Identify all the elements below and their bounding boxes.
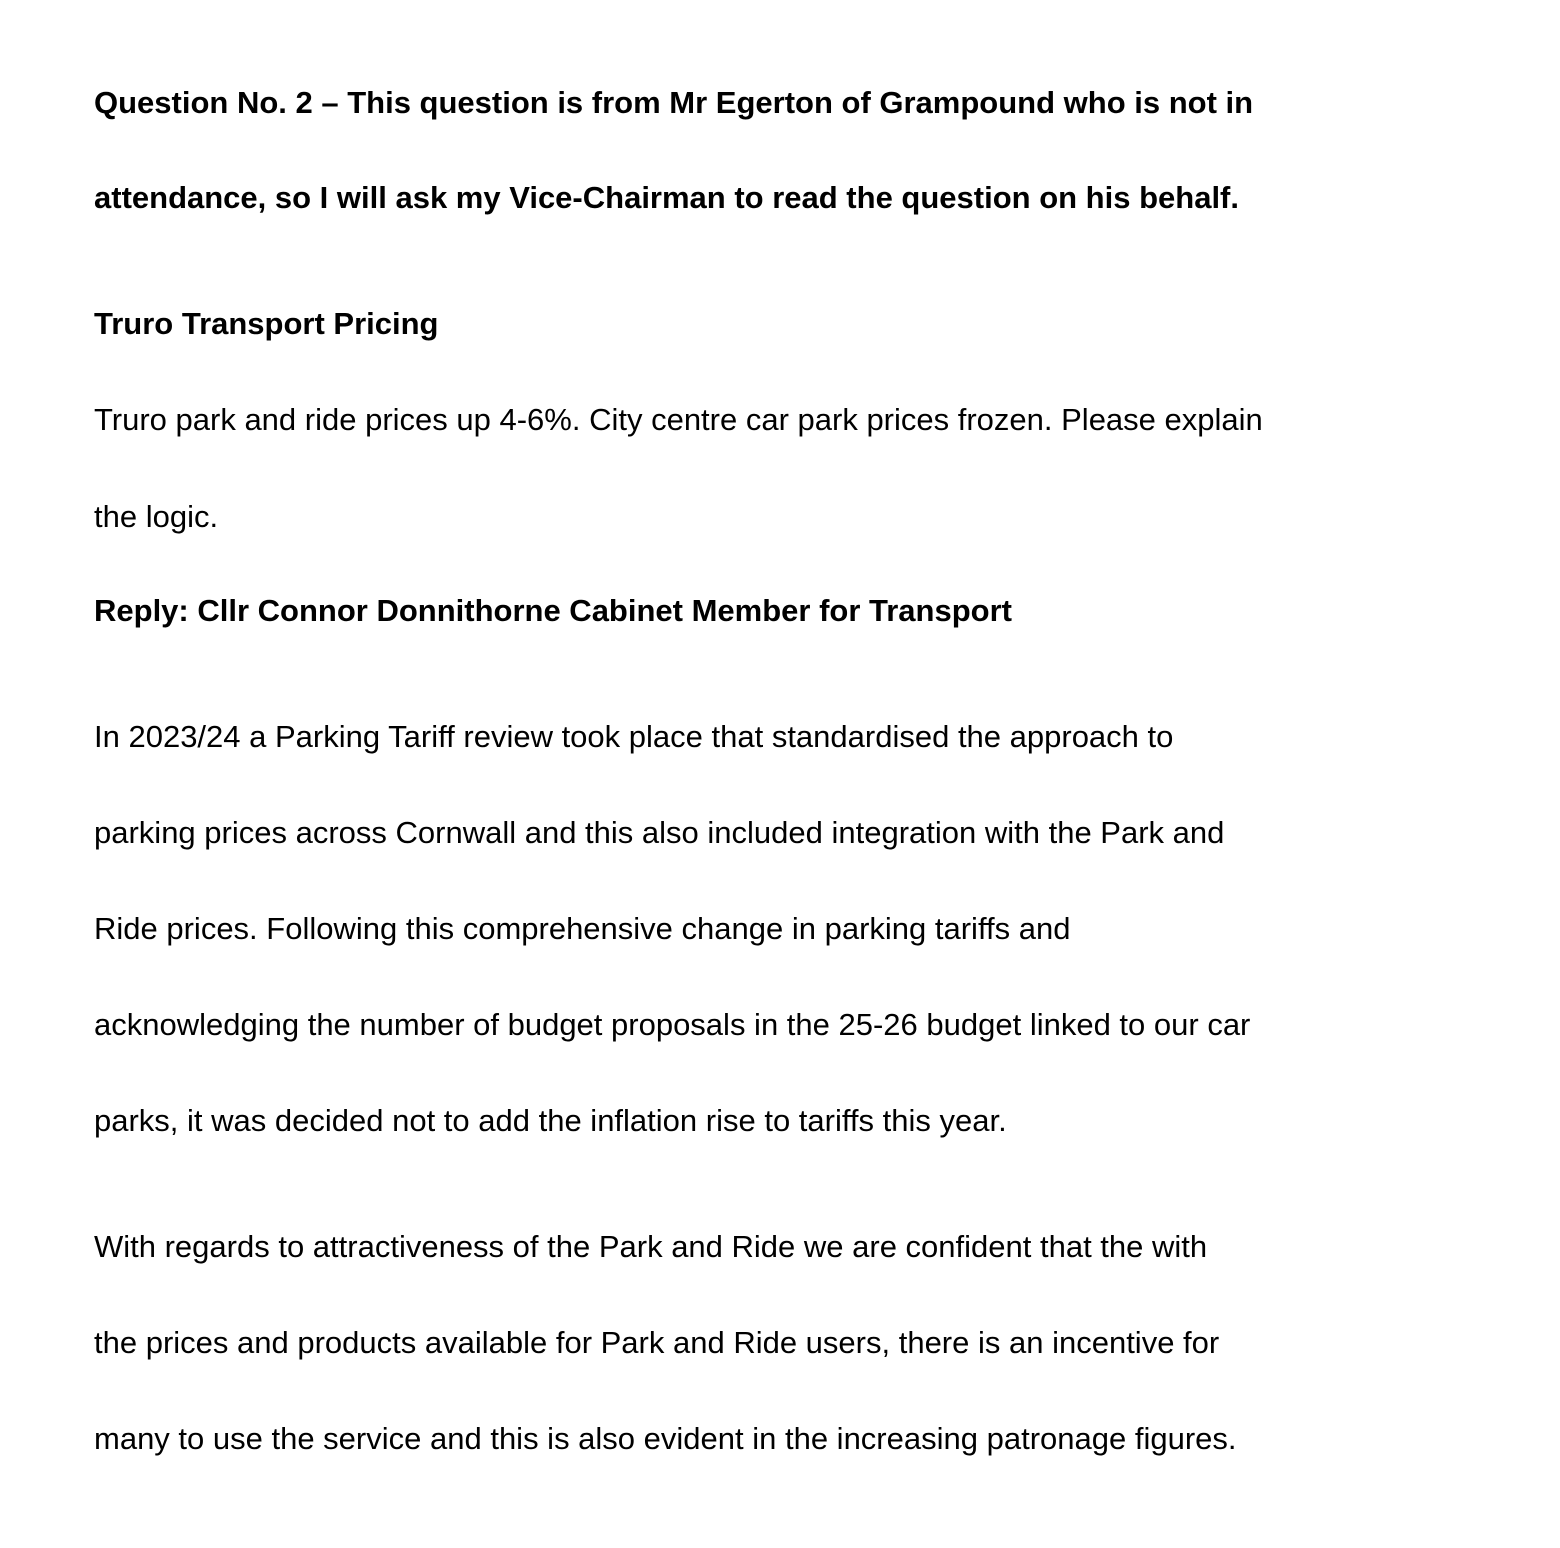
reply-paragraph-2-line-1: With regards to attractiveness of the Park and Ride we are confident that the with xyxy=(94,1229,1208,1264)
question-text-line-2: the logic. xyxy=(94,499,219,534)
reply-paragraph-1-line-2: parking prices across Cornwall and this also included integration with the Park and xyxy=(94,815,1225,850)
reply-paragraph-1-line-3: Ride prices. Following this comprehensive change in parking tariffs and xyxy=(94,911,1071,946)
question-intro-line-1: Question No. 2 – This question is from Mr Egerton of Grampound who is not in xyxy=(94,85,1254,120)
reply-paragraph-2-line-2: the prices and products available for Park and Ride users, there is an incentive for xyxy=(94,1325,1220,1360)
reply-heading: Reply: Cllr Connor Donnithorne Cabinet Member for Transport xyxy=(94,593,1012,628)
reply-paragraph-1-line-1: In 2023/24 a Parking Tariff review took place that standardised the approach to xyxy=(94,719,1174,754)
question-text-line-1: Truro park and ride prices up 4-6%. City centre car park prices frozen. Please explain xyxy=(94,402,1263,437)
reply-paragraph-2-line-3: many to use the service and this is also evident in the increasing patronage figures. xyxy=(94,1421,1237,1456)
reply-paragraph-1-line-5: parks, it was decided not to add the inflation rise to tariffs this year. xyxy=(94,1103,1007,1138)
question-intro-line-2: attendance, so I will ask my Vice-Chairman to read the question on his behalf. xyxy=(94,180,1239,215)
reply-paragraph-1-line-4: acknowledging the number of budget proposals in the 25-26 budget linked to our car xyxy=(94,1007,1251,1042)
section-heading: Truro Transport Pricing xyxy=(94,306,439,341)
